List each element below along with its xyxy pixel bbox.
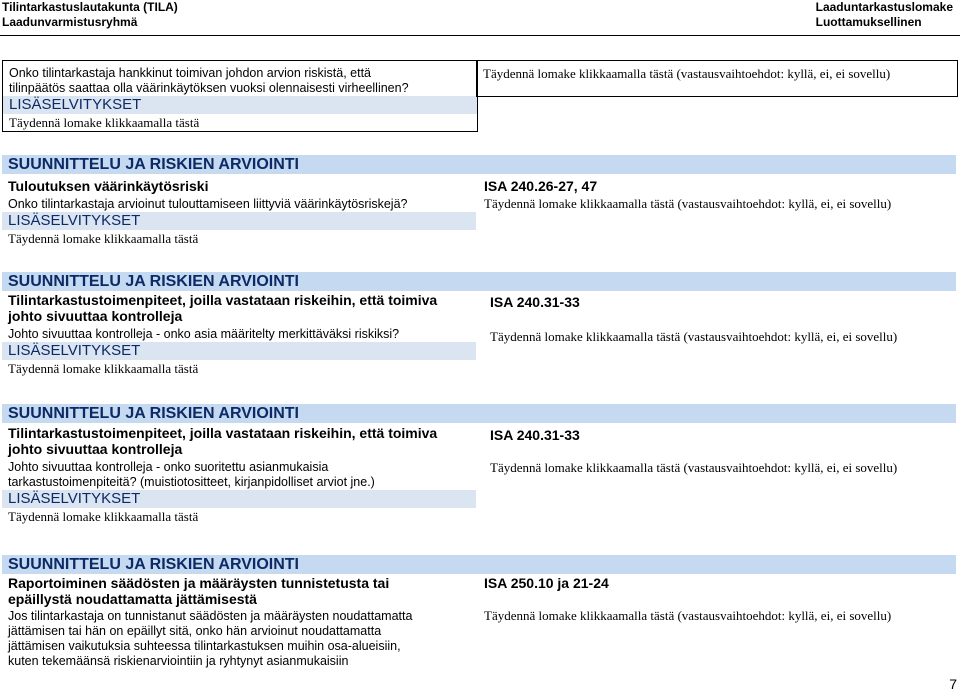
top-question-cell: [2, 60, 478, 132]
section-2-left: [2, 292, 476, 377]
section-2-answer-field[interactable]: Täydennä lomake klikkaamalla tästä (vastausvaihtoehdot: kyllä, ei, ei sovellu): [490, 329, 898, 344]
section-1-block: [2, 176, 956, 250]
header-left: [2, 0, 178, 30]
section-1-isa-reference: ISA 240.26-27, 47: [484, 178, 598, 194]
confidential-label: Luottamuksellinen: [815, 15, 922, 29]
section-2-topic-line-1: Tilintarkastustoimenpiteet, joilla vastataan riskeihin, että toimiva: [8, 292, 438, 308]
section-4-title: SUUNNITTELU JA RISKIEN ARVIOINTI: [2, 555, 956, 574]
section-1-title: SUUNNITTELU JA RISKIEN ARVIOINTI: [2, 155, 956, 174]
section-2-lisaselvitykset-heading: LISÄSELVITYKSET: [2, 342, 476, 360]
section-3-question-line-1: Johto sivuuttaa kontrolleja - onko suoritettu asianmukaisia: [8, 460, 329, 474]
section-4-left: [2, 575, 476, 669]
section-3-topic-line-1: Tilintarkastustoimenpiteet, joilla vastataan riskeihin, että toimiva: [8, 425, 438, 441]
section-2-title: SUUNNITTELU JA RISKIEN ARVIOINTI: [2, 272, 956, 291]
lisaselvitykset-heading: LISÄSELVITYKSET: [3, 96, 477, 114]
page-number: 7: [949, 676, 957, 692]
section-2-isa-reference: ISA 240.31-33: [490, 294, 580, 310]
section-1-left: [2, 178, 472, 212]
section-2-topic-line-2: johto sivuuttaa kontrolleja: [8, 308, 183, 324]
group-name: Laadunvarmistusryhmä: [2, 15, 138, 29]
section-3-right: [490, 427, 897, 476]
section-2-lisaselvitykset-fill-field[interactable]: Täydennä lomake klikkaamalla tästä: [8, 361, 199, 376]
lisaselvitykset-fill-field[interactable]: Täydennä lomake klikkaamalla tästä: [9, 115, 200, 130]
section-4-topic-line-2: epäillystä noudattamatta jättämisestä: [8, 591, 257, 607]
section-3-lisaselvitykset-heading: LISÄSELVITYKSET: [2, 490, 476, 508]
section-1-right: [484, 178, 891, 212]
form-title: Laaduntarkastuslomake: [815, 0, 953, 14]
section-4-isa-reference: ISA 250.10 ja 21-24: [484, 575, 609, 591]
top-question-line-2: tilinpäätös saattaa olla väärinkäytöksen vuoksi olennaisesti virheellinen?: [9, 81, 409, 95]
section-1-lisaselvitykset-heading: LISÄSELVITYKSET: [2, 212, 476, 230]
top-answer-field[interactable]: Täydennä lomake klikkaamalla tästä (vastausvaihtoehdot: kyllä, ei, ei sovellu): [483, 66, 891, 81]
organization-name: Tilintarkastuslautakunta (TILA): [2, 0, 178, 14]
section-2-right: [490, 294, 897, 345]
top-question-line-1: Onko tilintarkastaja hankkinut toimivan johdon arvion riskistä, että: [9, 66, 371, 80]
section-4-question-line-1: Jos tilintarkastaja on tunnistanut säädösten ja määräysten noudattamatta: [8, 609, 413, 623]
section-3-answer-field[interactable]: Täydennä lomake klikkaamalla tästä (vastausvaihtoehdot: kyllä, ei, ei sovellu): [490, 460, 898, 475]
section-4-question-line-3: jättämisen vaikutuksia suhteessa tilintarkastuksen muihin osa-alueisiin,: [8, 639, 401, 653]
header-divider: [0, 35, 960, 36]
top-answer-cell: [476, 60, 958, 97]
header-right: [816, 0, 953, 30]
section-4-answer-field[interactable]: Täydennä lomake klikkaamalla tästä (vastausvaihtoehdot: kyllä, ei, ei sovellu): [484, 608, 892, 623]
section-3-question-line-2: tarkastustoimenpiteitä? (muistiotositteet, kirjanpidolliset arviot jne.): [8, 475, 375, 489]
top-question-block: [2, 60, 956, 131]
section-1-lisaselvitykset: [2, 212, 476, 247]
section-1-question: Onko tilintarkastaja arvioinut tulouttamiseen liittyviä väärinkäytösriskejä?: [8, 197, 408, 211]
section-3-title: SUUNNITTELU JA RISKIEN ARVIOINTI: [2, 404, 956, 423]
section-4-question-line-2: jättämisen tai hän on epäillyt sitä, onko hän arvioinut noudattamatta: [8, 624, 382, 638]
section-4-block: [2, 575, 956, 675]
section-1-topic: Tuloutuksen väärinkäytösriski: [8, 178, 209, 194]
section-4-right: [484, 575, 891, 624]
section-1-answer-field[interactable]: Täydennä lomake klikkaamalla tästä (vastausvaihtoehdot: kyllä, ei, ei sovellu): [484, 196, 892, 211]
section-3-lisaselvitykset-fill-field[interactable]: Täydennä lomake klikkaamalla tästä: [8, 509, 199, 524]
section-1-lisaselvitykset-fill-field[interactable]: Täydennä lomake klikkaamalla tästä: [8, 231, 199, 246]
section-3-topic-line-2: johto sivuuttaa kontrolleja: [8, 441, 183, 457]
section-2-block: [2, 292, 956, 384]
section-3-block: [2, 425, 956, 531]
section-3-left: [2, 425, 476, 525]
section-2-question: Johto sivuuttaa kontrolleja - onko asia määritelty merkittäväksi riskiksi?: [8, 327, 400, 341]
section-3-isa-reference: ISA 240.31-33: [490, 427, 580, 443]
section-4-topic-line-1: Raportoiminen säädösten ja määräysten tunnistetusta tai: [8, 575, 390, 591]
section-4-question-line-4: kuten tekemäänsä riskienarviointiin ja ryhtynyt asianmukaisiin: [8, 654, 349, 668]
